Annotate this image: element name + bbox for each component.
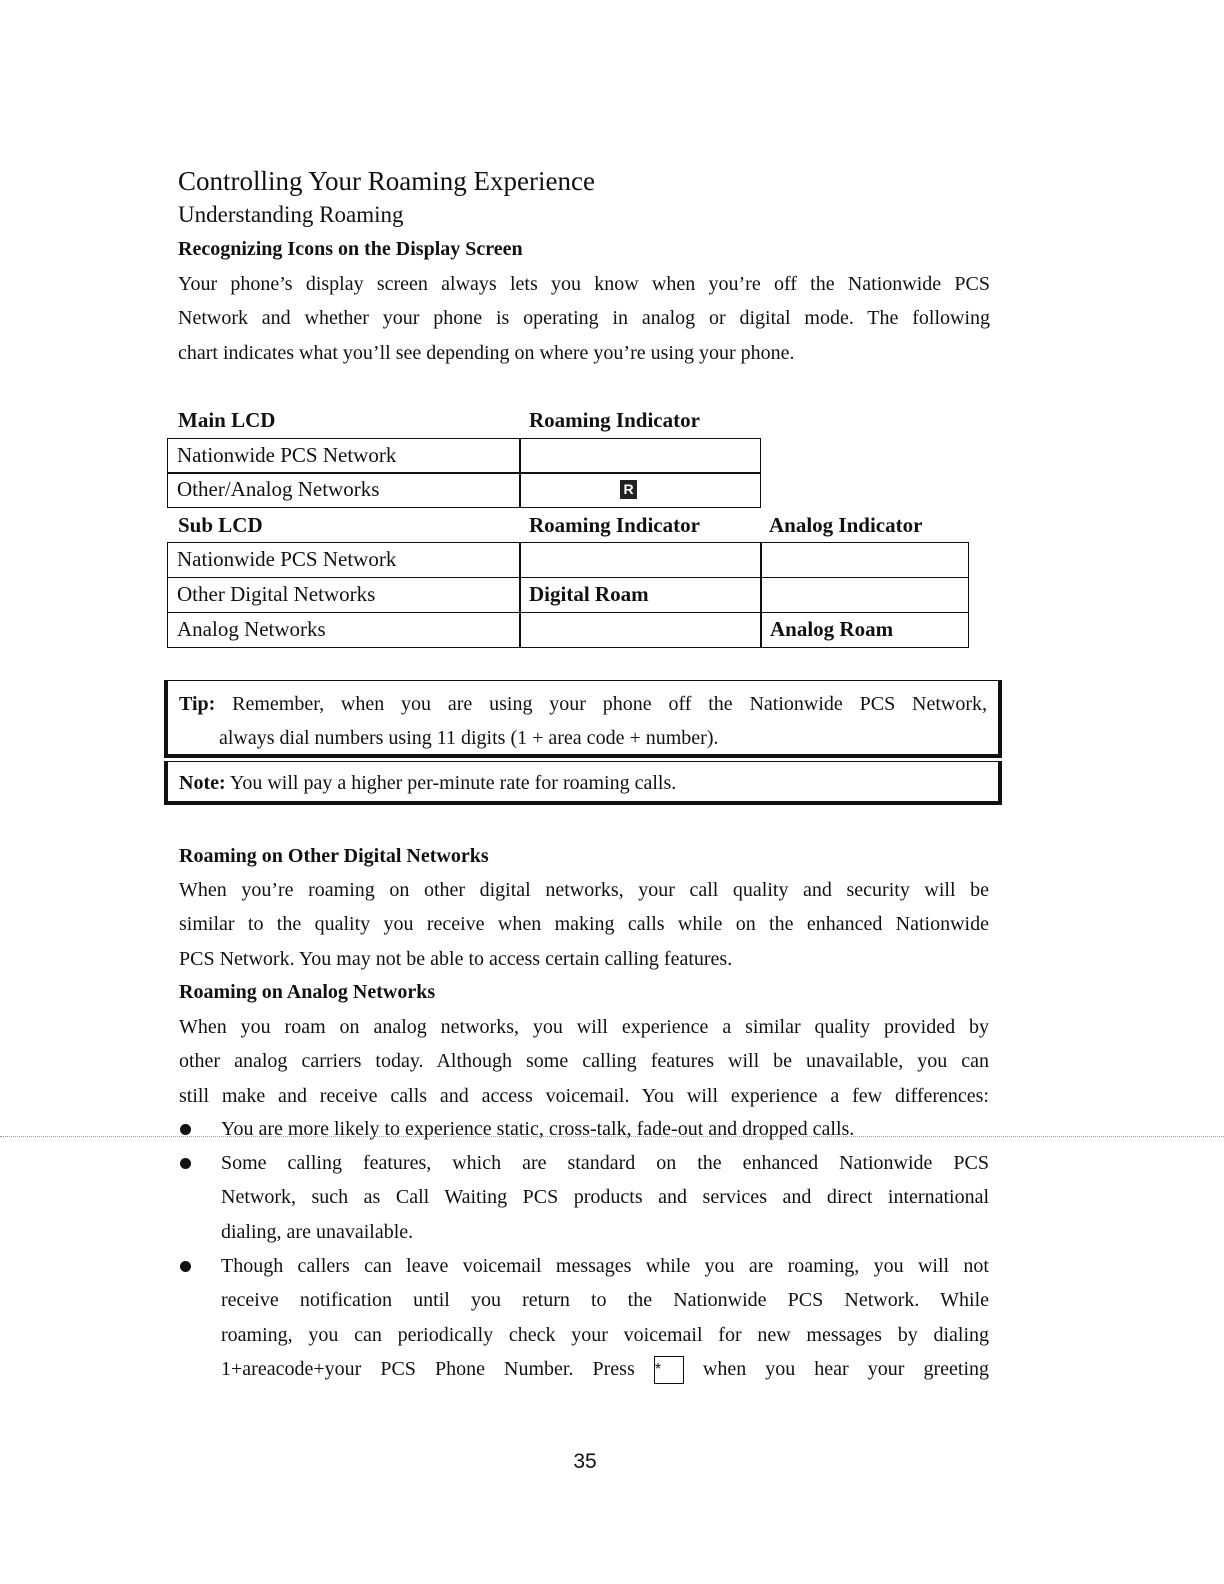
page-number: 35 — [573, 1450, 597, 1473]
main-lcd-row-indicator — [519, 438, 761, 474]
tip-label: Tip: — [179, 693, 216, 715]
paragraph-line: still make and receive calls and access voicemail. You will experience a few differences: — [179, 1084, 989, 1107]
tip-text: Remember, when you are using your phone off the Nationwide PCS Network, — [232, 693, 988, 715]
sub-lcd-roaming-header: Roaming Indicator — [529, 513, 700, 537]
bullet-dot — [180, 1261, 191, 1272]
tip-line — [179, 687, 987, 721]
sub-lcd-header: Sub LCD — [178, 513, 263, 537]
bullet-item — [221, 1146, 989, 1249]
analog-paragraph — [179, 1010, 989, 1113]
paragraph-line: Network and whether your phone is operating in analog or digital mode. The following — [178, 307, 990, 330]
digital-paragraph — [179, 873, 989, 976]
paragraph-line: similar to the quality you receive when making calls while on the enhanced Nationwide — [179, 913, 989, 936]
bullet-item — [221, 1112, 854, 1146]
section-heading-icons: Recognizing Icons on the Display Screen — [178, 238, 523, 260]
paragraph-line: PCS Network. You may not be able to access certain calling features. — [179, 947, 733, 970]
bullet-line: Though callers can leave voicemail messages while you are roaming, you will not — [221, 1255, 989, 1277]
bullet-line: receive notification until you return to the Nationwide PCS Network. While — [221, 1289, 989, 1312]
bullet-dot — [180, 1158, 191, 1169]
main-lcd-row-label: Nationwide PCS Network — [167, 438, 521, 474]
roaming-r-icon: R — [620, 480, 637, 499]
bullet-line: roaming, you can periodically check your voicemail for new messages by dialing — [221, 1323, 989, 1346]
bullet-line: Network, such as Call Waiting PCS products and services and direct international — [221, 1186, 989, 1209]
sub-lcd-row-analog — [760, 577, 969, 613]
sub-lcd-row-analog — [760, 542, 969, 578]
note-box — [164, 761, 1002, 805]
section-heading-digital: Roaming on Other Digital Networks — [179, 845, 489, 867]
tip-line: always dial numbers using 11 digits (1 + area code + number). — [219, 727, 719, 749]
bullet-line: You are more likely to experience static, cross-talk, fade-out and dropped calls. — [221, 1118, 855, 1140]
bullet-line — [221, 1352, 989, 1386]
sub-lcd-row-analog: Analog Roam — [760, 612, 969, 648]
sub-lcd-row-label: Other Digital Networks — [167, 577, 521, 613]
sub-lcd-row-label: Analog Networks — [167, 612, 521, 648]
bullet-dot — [180, 1124, 191, 1135]
paragraph-line: When you roam on analog networks, you will experience a similar quality provided by — [179, 1016, 989, 1038]
main-lcd-roaming-header: Roaming Indicator — [529, 408, 700, 432]
page-title: Controlling Your Roaming Experience — [178, 166, 595, 196]
paragraph-line: When you’re roaming on other digital networks, your call quality and security will be — [179, 879, 989, 901]
sub-lcd-row-roaming — [519, 542, 762, 578]
sub-lcd-row-roaming — [519, 612, 762, 648]
bullet-line: Some calling features, which are standard on the enhanced Nationwide PCS — [221, 1152, 989, 1174]
main-lcd-header: Main LCD — [178, 408, 276, 432]
paragraph-line: other analog carriers today. Although some calling features will be unavailable, you can — [179, 1050, 989, 1073]
paragraph-line: Your phone’s display screen always lets you know when you’re off the Nationwide PCS — [178, 273, 990, 295]
note-label: Note: — [179, 772, 226, 794]
bullet-text: when you hear your greeting — [702, 1357, 990, 1380]
paragraph-line: chart indicates what you’ll see depending on where you’re using your phone. — [178, 341, 795, 364]
main-lcd-row-indicator — [519, 472, 761, 508]
page-subtitle: Understanding Roaming — [178, 202, 404, 227]
tip-box — [164, 680, 1002, 758]
bullet-line: dialing, are unavailable. — [221, 1220, 414, 1243]
bullet-item — [221, 1249, 989, 1386]
intro-paragraph — [178, 267, 990, 370]
star-key-icon: * — [654, 1356, 684, 1384]
sub-lcd-row-roaming: Digital Roam — [519, 577, 762, 613]
sub-lcd-analog-header: Analog Indicator — [769, 513, 923, 537]
main-lcd-row-label: Other/Analog Networks — [167, 472, 521, 508]
sub-lcd-row-label: Nationwide PCS Network — [167, 542, 521, 578]
section-heading-analog: Roaming on Analog Networks — [179, 981, 436, 1003]
bullet-text: 1+areacode+your PCS Phone Number. Press — [221, 1357, 635, 1380]
note-text: You will pay a higher per-minute rate for roaming calls. — [229, 772, 677, 794]
